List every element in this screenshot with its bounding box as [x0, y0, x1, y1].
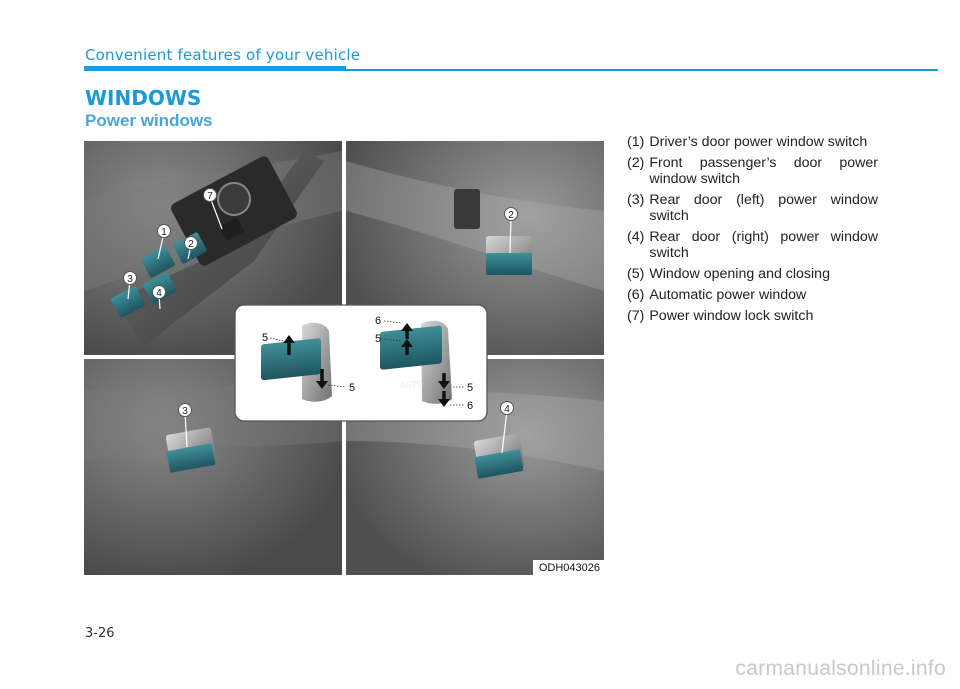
legend-item-number: (7) [627, 308, 645, 324]
legend-item-number: (1) [627, 134, 645, 150]
section-rule-thin [346, 69, 938, 71]
callout-4-label: 4 [156, 288, 162, 299]
legend-item-text: Power window lock switch [649, 308, 814, 324]
legend-list [627, 134, 878, 329]
inset-left-label-5-lower: 5 [349, 382, 356, 394]
legend-item-text: Automatic power window [649, 287, 807, 303]
callout-7-label: 7 [207, 191, 213, 202]
legend-item [627, 155, 878, 187]
rear-left-switch [165, 427, 216, 473]
inset-auto-text: AUTO [399, 378, 423, 391]
callout-4-rear-right-label: 4 [504, 404, 510, 415]
inset-left-label-5-upper: 5 [262, 332, 269, 344]
legend-item [627, 229, 878, 261]
section-title: Convenient features of your vehicle [85, 46, 361, 64]
legend-item-text: Rear door (right) power window switch [649, 229, 878, 261]
power-window-figure [84, 141, 604, 575]
legend-item [627, 134, 878, 150]
legend-item [627, 287, 878, 303]
page-number: 3-26 [85, 626, 115, 641]
inset-right-label-5-upper: 5 [375, 333, 382, 345]
legend-item-text: Front passenger’s door power window switch [649, 155, 878, 187]
callout-3-rear-left-label: 3 [182, 406, 188, 417]
legend-item-number: (5) [627, 266, 645, 282]
page-subtitle: Power windows [85, 111, 213, 130]
inset-right-label-6-upper: 6 [375, 315, 382, 327]
section-rule-thick [84, 66, 346, 71]
callout-2-passenger-label: 2 [508, 210, 514, 221]
legend-item-number: (4) [627, 229, 645, 245]
watermark: carmanualsonline.info [735, 657, 946, 680]
legend-item-text: Rear door (left) power window switch [649, 192, 878, 224]
inset-right-label-6-lower: 6 [467, 400, 474, 412]
inset-right-label-5-lower: 5 [467, 382, 474, 394]
callout-3-label: 3 [127, 274, 133, 285]
switch-operation-inset [235, 305, 487, 421]
legend-item [627, 192, 878, 224]
legend-item-text: Window opening and closing [649, 266, 830, 282]
legend-item-text: Driver’s door power window switch [649, 134, 868, 150]
callout-2-label: 2 [188, 239, 194, 250]
legend-item-number: (6) [627, 287, 645, 303]
legend-item [627, 266, 878, 282]
page-title: WINDOWS [85, 86, 202, 110]
legend-item-number: (3) [627, 192, 645, 208]
rear-right-switch [473, 433, 524, 479]
figure-code: ODH043026 [533, 560, 604, 575]
legend-item [627, 308, 878, 324]
callout-1-label: 1 [161, 227, 167, 238]
legend-item-number: (2) [627, 155, 645, 171]
